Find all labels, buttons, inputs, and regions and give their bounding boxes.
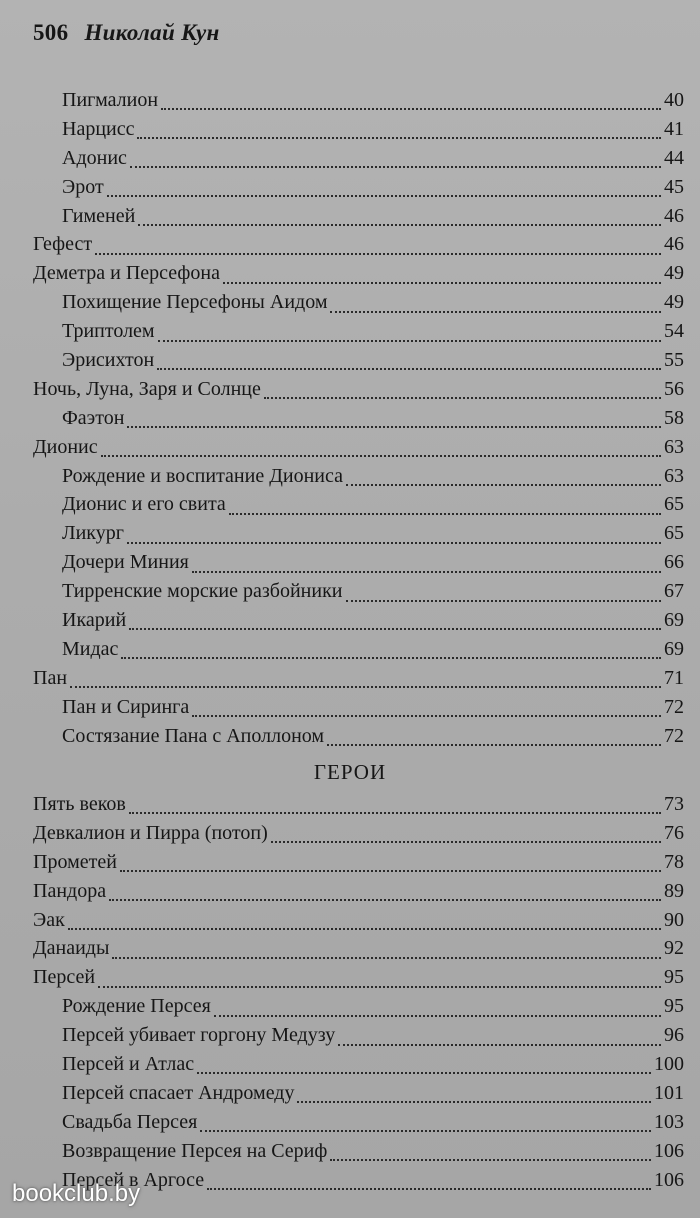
toc-section-heroes (33, 790, 684, 1194)
toc-entry-page: 63 (664, 435, 684, 458)
toc-entry (33, 577, 684, 606)
toc-entry (33, 963, 684, 992)
watermark-logo: bookclub.by (12, 1180, 141, 1207)
toc-entry-page: 95 (664, 995, 684, 1018)
dot-leader (207, 1182, 651, 1190)
toc-entry-title: Дионис (33, 435, 98, 458)
toc-entry-page: 46 (664, 204, 684, 227)
toc-entry-title: Персей убивает горгону Медузу (62, 1024, 336, 1047)
dot-leader (138, 218, 661, 226)
dot-leader (214, 1009, 661, 1017)
toc-entry (33, 1108, 684, 1137)
toc-entry (33, 819, 684, 848)
toc-entry-title: Ликург (62, 522, 124, 545)
toc-entry-title: Адонис (62, 146, 127, 169)
toc-entry-page: 69 (664, 637, 684, 660)
toc-entry (33, 1021, 684, 1050)
toc-entry-title: Фаэтон (62, 406, 125, 429)
toc-entry (33, 462, 684, 491)
toc-entry-page: 76 (664, 821, 684, 844)
toc-entry-page: 106 (654, 1139, 684, 1162)
dot-leader (229, 507, 661, 515)
dot-leader (327, 738, 661, 746)
toc-entry-page: 66 (664, 551, 684, 574)
dot-leader (101, 449, 661, 457)
toc-entry (33, 317, 684, 346)
dot-leader (264, 391, 661, 399)
toc-entry (33, 606, 684, 635)
toc-entry (33, 288, 684, 317)
toc-entry (33, 906, 684, 935)
toc-entry-title: Дионис и его свита (62, 493, 226, 516)
toc-entry (33, 722, 684, 751)
toc-entry-page: 72 (664, 724, 684, 747)
dot-leader (68, 922, 661, 930)
toc-entry-title: Пан (33, 666, 68, 689)
toc-entry-page: 49 (664, 262, 684, 285)
toc-entry-title: Триптолем (62, 320, 155, 343)
toc-entry-title: Прометей (33, 850, 117, 873)
toc-entry-title: Гименей (62, 204, 136, 227)
dot-leader (130, 160, 661, 168)
toc-entry-page: 71 (664, 666, 684, 689)
toc-entry-page: 95 (664, 966, 684, 989)
toc-entry (33, 115, 684, 144)
toc-entry-title: Рождение Персея (62, 995, 211, 1018)
toc-entry-title: Персей (33, 966, 96, 989)
toc-entry-title: Пять веков (33, 793, 126, 815)
toc-entry-page: 65 (664, 522, 684, 545)
toc-entry (33, 230, 684, 259)
toc-entry-page: 45 (664, 175, 684, 198)
toc-entry (33, 548, 684, 577)
toc-entry-page: 55 (664, 349, 684, 372)
toc-entry-title: Мидас (62, 637, 119, 660)
dot-leader (346, 594, 662, 602)
toc-entry (33, 346, 684, 375)
toc-entry-page: 65 (664, 493, 684, 516)
toc-entry (33, 1050, 684, 1079)
toc-entry (33, 848, 684, 877)
toc-entry-page: 96 (664, 1024, 684, 1047)
dot-leader (192, 565, 661, 573)
toc-entry (33, 490, 684, 519)
toc-entry-title: Пан и Сиринга (62, 695, 190, 718)
dot-leader (70, 680, 661, 688)
author-name: Николай Кун (84, 20, 220, 45)
dot-leader (120, 864, 661, 872)
toc-entry-title: Рождение и воспитание Диониса (62, 464, 343, 487)
toc-entry (33, 173, 684, 202)
dot-leader (98, 980, 661, 988)
toc-entry-title: Персей и Атлас (62, 1053, 195, 1076)
toc-entry-title: Дочери Миния (62, 551, 189, 574)
toc-entry-page: 106 (654, 1168, 684, 1191)
toc-entry (33, 934, 684, 963)
toc-entry-page: 72 (664, 695, 684, 718)
toc-entry-page: 44 (664, 146, 684, 169)
toc-entry-title: Пандора (33, 879, 107, 902)
dot-leader (109, 893, 661, 901)
toc-entry-page: 63 (664, 464, 684, 487)
toc-entry (33, 877, 684, 906)
toc-entry (33, 375, 684, 404)
toc-section-gods (33, 86, 684, 750)
toc-entry (33, 202, 684, 231)
toc-entry-page: 101 (654, 1081, 684, 1104)
dot-leader (158, 334, 661, 342)
toc-entry-title: Возвращение Персея на Сериф (62, 1139, 328, 1162)
dot-leader (127, 420, 661, 428)
toc-entry-page: 78 (664, 850, 684, 873)
toc-entry-title: Пигмалион (62, 89, 159, 111)
toc-entry-title: Тирренские морские разбойники (62, 580, 343, 603)
dot-leader (192, 709, 661, 717)
toc-entry (33, 664, 684, 693)
toc-entry-title: Эрисихтон (62, 349, 155, 372)
dot-leader (197, 1066, 651, 1074)
toc-entry-page: 49 (664, 291, 684, 314)
toc-entry-page: 92 (664, 937, 684, 960)
toc-entry-title: Эак (33, 908, 65, 931)
toc-entry (33, 519, 684, 548)
toc-entry-page: 41 (664, 117, 684, 140)
page-number: 506 (33, 20, 69, 45)
dot-leader (157, 362, 661, 370)
toc-entry (33, 992, 684, 1021)
toc-entry-title: Икарий (62, 609, 127, 632)
dot-leader (95, 247, 661, 255)
toc-entry-title: Ночь, Луна, Заря и Солнце (33, 377, 261, 400)
toc-entry-page: 103 (654, 1110, 684, 1133)
toc-entry-page: 67 (664, 580, 684, 603)
toc-entry (33, 86, 684, 115)
dot-leader (112, 951, 661, 959)
dot-leader (338, 1038, 661, 1046)
toc-entry-title: Эрот (62, 175, 104, 198)
dot-leader (271, 835, 661, 843)
toc-entry-page: 54 (664, 320, 684, 343)
toc-entry-title: Персей в Аргосе (62, 1168, 205, 1191)
toc-entry (33, 1079, 684, 1108)
toc-entry-page: 73 (664, 793, 684, 815)
running-head (33, 20, 220, 46)
toc-entry-page: 46 (664, 233, 684, 256)
toc-entry (33, 404, 684, 433)
toc-entry (33, 433, 684, 462)
toc-entry-page: 58 (664, 406, 684, 429)
toc-entry-title: Деметра и Персефона (33, 262, 220, 285)
toc-entry (33, 790, 684, 819)
dot-leader (107, 189, 661, 197)
toc-entry-page: 89 (664, 879, 684, 902)
toc-entry-title: Похищение Персефоны Аидом (62, 291, 328, 314)
toc-entry (33, 1137, 684, 1166)
toc-entry-page: 69 (664, 609, 684, 632)
toc-entry (33, 635, 684, 664)
dot-leader (161, 102, 661, 110)
toc-entry-page: 100 (654, 1053, 684, 1076)
toc-entry-title: Гефест (33, 233, 93, 256)
toc-entry-title: Состязание Пана с Аполлоном (62, 724, 325, 747)
toc-entry-page: 40 (664, 89, 684, 111)
section-heading: ГЕРОИ (313, 760, 387, 784)
toc-entry-title: Персей спасает Андромеду (62, 1081, 295, 1104)
dot-leader (223, 276, 661, 284)
toc-entry-page: 56 (664, 377, 684, 400)
toc-entry (33, 144, 684, 173)
dot-leader (346, 478, 661, 486)
dot-leader (121, 651, 661, 659)
toc-entry (33, 693, 684, 722)
toc-entry (33, 259, 684, 288)
dot-leader (330, 1153, 651, 1161)
toc-entry-title: Свадьба Персея (62, 1110, 198, 1133)
toc-entry-page: 90 (664, 908, 684, 931)
dot-leader (129, 622, 661, 630)
dot-leader (127, 536, 661, 544)
toc-entry-title: Данаиды (33, 937, 110, 960)
toc-entry-title: Нарцисс (62, 117, 135, 140)
toc-entry-title: Девкалион и Пирра (потоп) (33, 821, 268, 844)
dot-leader (200, 1124, 651, 1132)
dot-leader (297, 1095, 651, 1103)
dot-leader (330, 305, 661, 313)
dot-leader (129, 806, 661, 814)
dot-leader (137, 131, 661, 139)
